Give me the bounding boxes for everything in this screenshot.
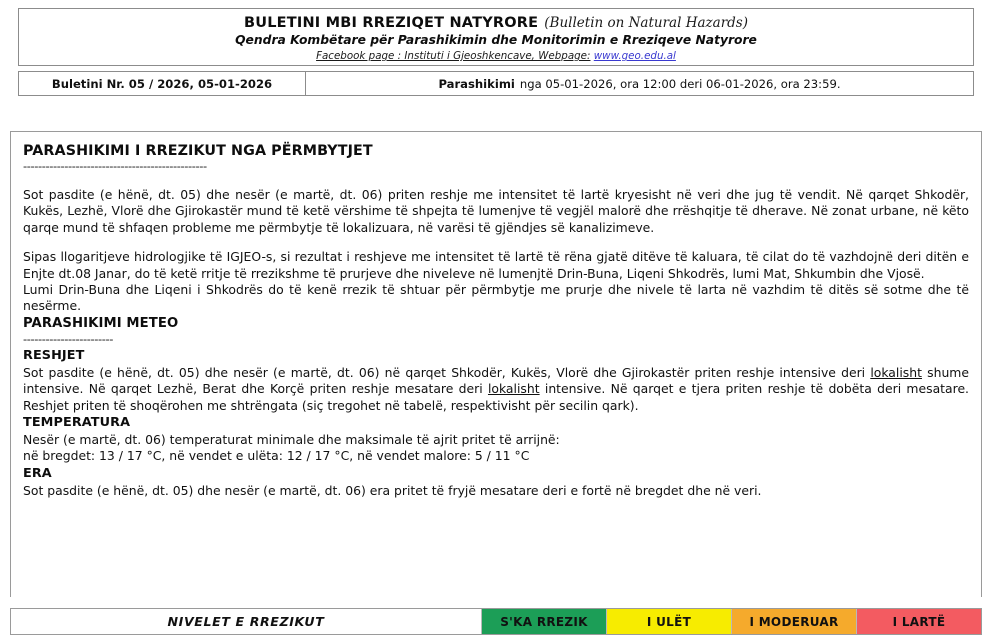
temperature-line-2: në bregdet: 13 / 17 °C, në vendet e ulëta: 12 / 17 °C, në vendet malore: 5 / 11 °C xyxy=(23,448,530,464)
risk-level-moderate: I MODERUAR xyxy=(731,609,856,634)
page-title: BULETINI MBI RREZIQET NATYRORE xyxy=(244,15,539,31)
bulletin-number-cell: Buletini Nr. 05 / 2026, 05-01-2026 xyxy=(18,71,306,96)
flood-paragraph-2: Sipas llogaritjeve hidrologjike të IGJEO-s, si rezultat i reshjeve me intensitet të lartë të rëna gjatë ditëve të kaluara, të cilat do të vazhdojnë deri ditën e Enjte dt.08 Janar, do të ketë rritje të rrezikshme të prurjeve dhe niveleve në lumenjtë Drin-Buna, Liqeni Shkodrës, lumi Mat, Shkumbin dhe Vjosë. xyxy=(23,249,969,281)
risk-level-legend xyxy=(10,608,982,635)
risk-level-high: I LARTË xyxy=(856,609,981,634)
bulletin-content xyxy=(10,131,982,597)
facebook-text: Facebook page : Instituti i Gjeoshkencave, Webpage: xyxy=(316,50,591,62)
precipitation-text-c: intensive. Në qarqet e tjera priten reshje të dobëta deri mesatare. Reshjet priten të shoqërohen me shtrëngata (siç tregohet në tabelë, respektivisht për secilin qark). xyxy=(23,381,969,413)
precipitation-paragraph xyxy=(23,365,969,414)
meteo-section-heading: PARASHIKIMI METEO xyxy=(23,315,179,331)
bulletin-info-row xyxy=(18,71,974,96)
precipitation-text-a: Sot pasdite (e hënë, dt. 05) dhe nesër (e martë, dt. 06) në qarqet Shkodër, Kukës, Vlorë dhe Gjirokastër priten reshje intensive deri xyxy=(23,364,871,380)
forecast-range: nga 05-01-2026, ora 12:00 deri 06-01-2026, ora 23:59. xyxy=(519,76,841,91)
wind-heading: ERA xyxy=(23,465,52,481)
flood-paragraph-3: Lumi Drin-Buna dhe Liqeni i Shkodrës do të kenë rrezik të shtuar për përmbytje me prurje dhe nivele të larta në vazhdim të ditës së sotme dhe të nesërme. xyxy=(23,282,969,314)
temperature-line-1: Nesër (e martë, dt. 06) temperaturat minimale dhe maksimale të ajrit pritet të arrijnë: xyxy=(23,432,560,448)
precipitation-heading: RESHJET xyxy=(23,347,85,363)
risk-level-low: I ULËT xyxy=(606,609,731,634)
bulletin-header xyxy=(18,8,974,66)
contact-line xyxy=(19,49,973,63)
legend-title: NIVELET E RREZIKUT xyxy=(11,609,481,634)
precipitation-underline-1: lokalisht xyxy=(870,364,922,380)
flood-section-rule: ------------------------------------------------- xyxy=(23,161,207,172)
flood-section-heading: PARASHIKIMI I RREZIKUT NGA PËRMBYTJET xyxy=(23,143,373,159)
header-title-line xyxy=(19,15,973,32)
flood-paragraph-1: Sot pasdite (e hënë, dt. 05) dhe nesër (e martë, dt. 06) priten reshje me intensitet të lartë kryesisht në veri dhe jug të vendit. Në qarqet Shkodër, Kukës, Lezhë, Vlorë dhe Gjirokastër mund të ketë vërshime të shpejta të lumenjve të vegjël malorë dhe rrëshqitje të dherave. Në zonat urbane, në këto qarqe mund të shfaqen probleme me përmbytje të lokalizuara, në varësi të gjëndjes së kanalizimeve. xyxy=(23,187,969,235)
website-link[interactable]: www.geo.edu.al xyxy=(593,50,676,62)
meteo-section-rule: ------------------------ xyxy=(23,333,113,345)
forecast-label: Parashikimi xyxy=(438,76,515,91)
temperature-heading: TEMPERATURA xyxy=(23,415,131,431)
precipitation-underline-2: lokalisht xyxy=(487,381,540,397)
page-title-english: (Bulletin on Natural Hazards) xyxy=(544,15,748,31)
forecast-period-cell xyxy=(305,71,974,96)
organization-subtitle: Qendra Kombëtare për Parashikimin dhe Monitorimin e Rreziqeve Natyrore xyxy=(235,33,757,47)
risk-level-no-risk: S'KA RREZIK xyxy=(481,609,606,634)
wind-paragraph: Sot pasdite (e hënë, dt. 05) dhe nesër (e martë, dt. 06) era pritet të fryjë mesatare deri e fortë në bregdet dhe në veri. xyxy=(23,482,762,498)
precipitation-text-b: shume intensive. Në qarqet Lezhë, Berat dhe Korçë priten reshje mesatare deri xyxy=(23,364,969,397)
